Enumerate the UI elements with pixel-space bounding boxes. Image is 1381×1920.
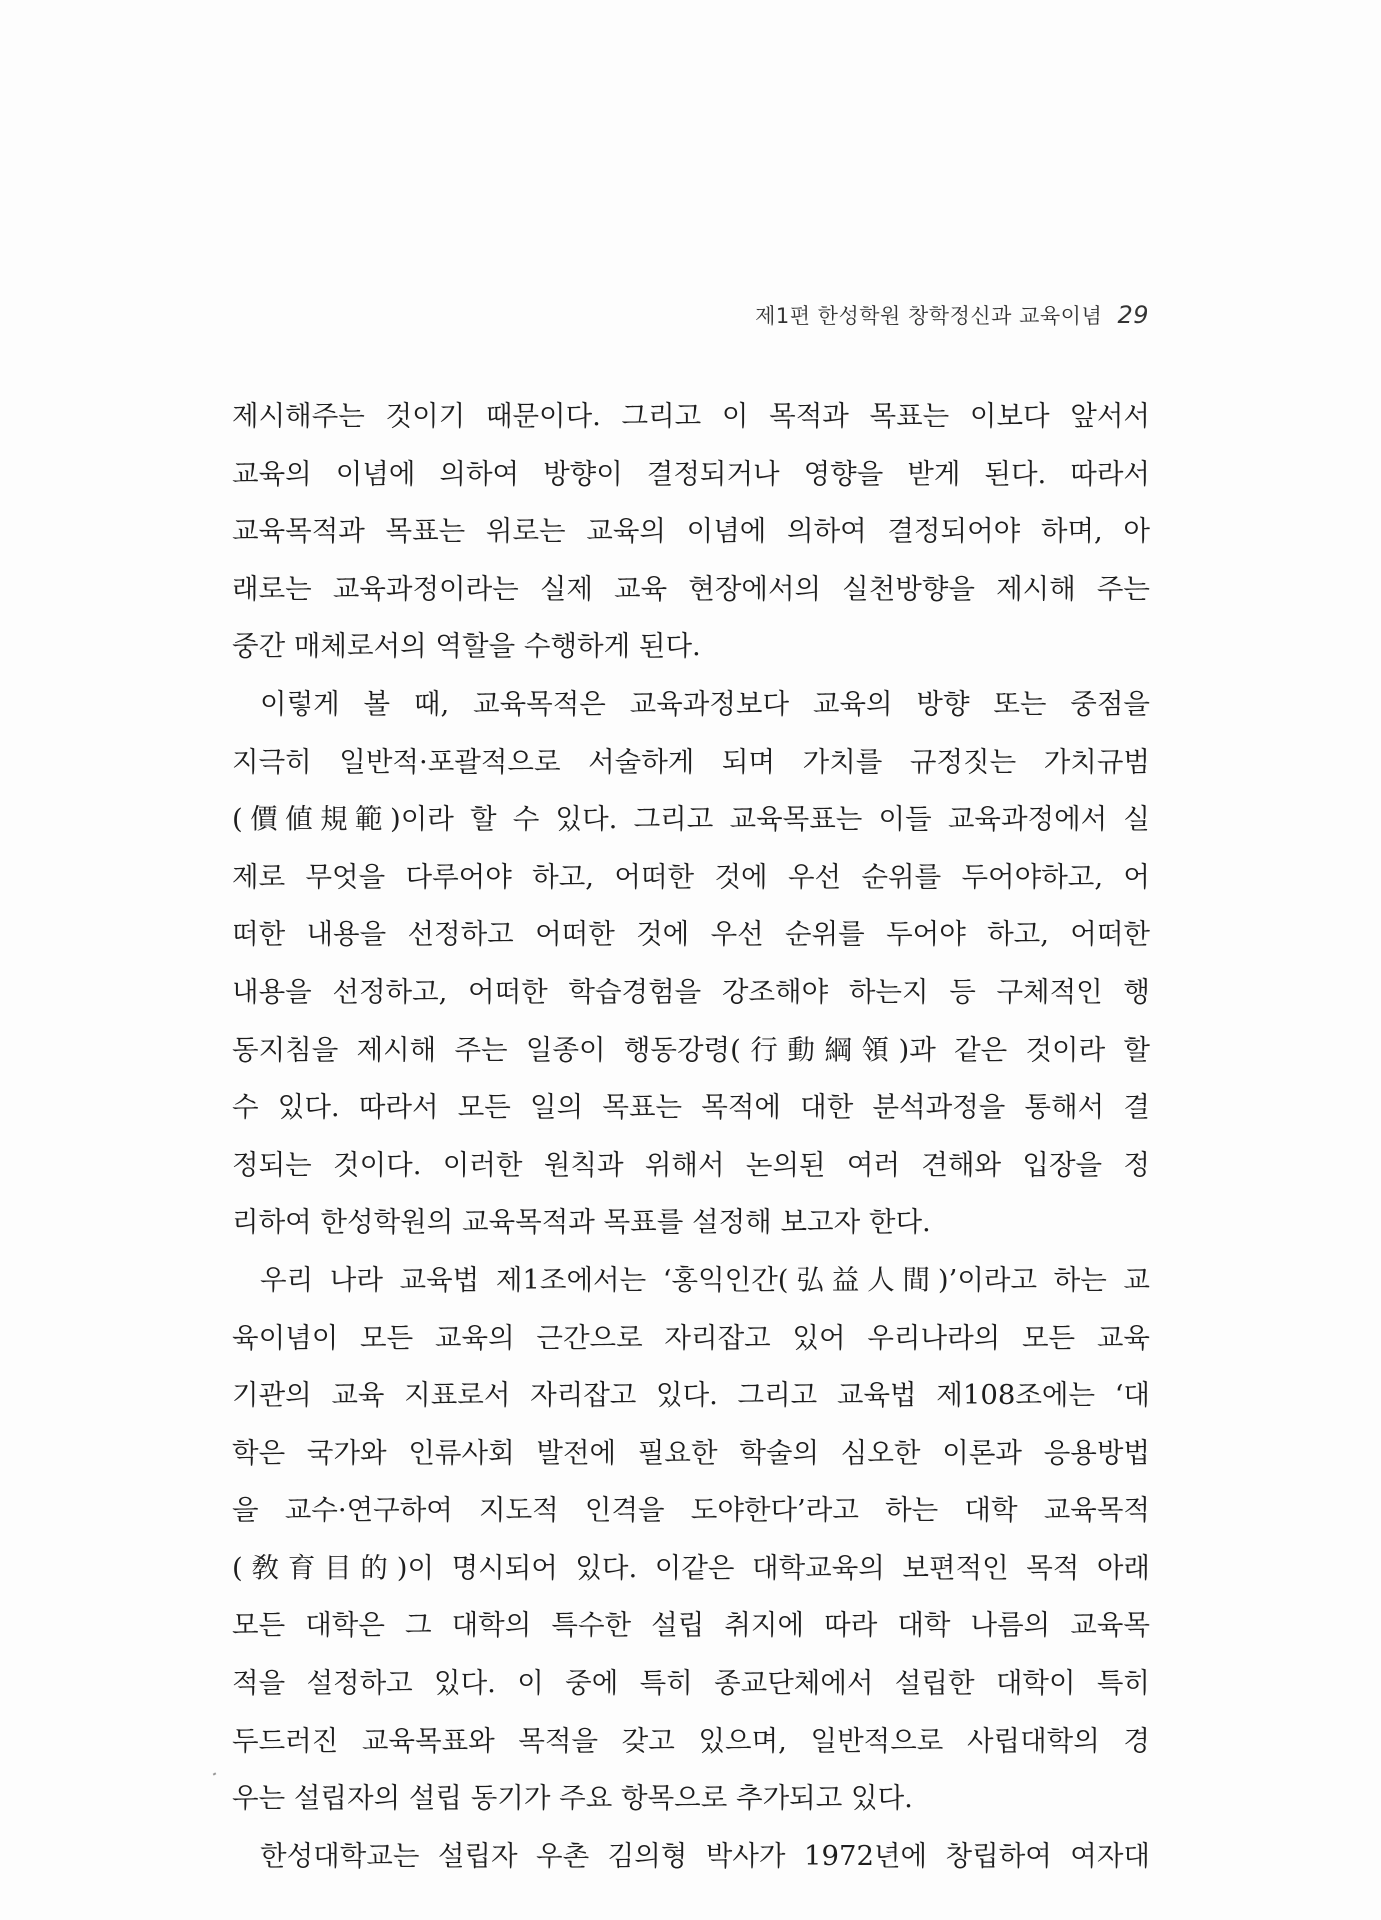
- scan-speck: [213, 1772, 217, 1775]
- body-text: [232, 388, 1150, 1885]
- text-line: 교육의 이념에 의하여 방향이 결정되거나 영향을 받게 된다. 따라서: [232, 457, 1150, 490]
- text-line: 우는 설립자의 설립 동기가 주요 항목으로 추가되고 있다.: [232, 1782, 913, 1815]
- running-header: [755, 300, 1149, 330]
- text-line: 동지침을 제시해 주는 일종이 행동강령(行動綱領)과 같은 것이라 할: [232, 1033, 1150, 1066]
- text-line: 지극히 일반적·포괄적으로 서술하게 되며 가치를 규정짓는 가치규범: [232, 745, 1150, 778]
- text-line: 내용을 선정하고, 어떠한 학습경험을 강조해야 하는지 등 구체적인 행: [232, 975, 1150, 1008]
- text-line: 이렇게 볼 때, 교육목적은 교육과정보다 교육의 방향 또는 중점을: [260, 687, 1150, 720]
- text-line: 기관의 교육 지표로서 자리잡고 있다. 그리고 교육법 제108조에는 ‘대: [232, 1379, 1150, 1412]
- page-number: 29: [1117, 301, 1149, 329]
- text-line: 제시해주는 것이기 때문이다. 그리고 이 목적과 목표는 이보다 앞서서: [232, 400, 1150, 432]
- text-line: 중간 매체로서의 역할을 수행하게 된다.: [232, 630, 701, 663]
- running-title: 제1편 한성학원 창학정신과 교육이념: [755, 304, 1103, 328]
- text-line: 제로 무엇을 다루어야 하고, 어떠한 것에 우선 순위를 두어야하고, 어: [232, 860, 1150, 893]
- text-line: 두드러진 교육목표와 목적을 갖고 있으며, 일반적으로 사립대학의 경: [232, 1724, 1150, 1757]
- text-line: 래로는 교육과정이라는 실제 교육 현장에서의 실천방향을 제시해 주는: [232, 572, 1150, 605]
- text-line: (價値規範)이라 할 수 있다. 그리고 교육목표는 이들 교육과정에서 실: [232, 803, 1150, 836]
- text-line: 수 있다. 따라서 모든 일의 목표는 목적에 대한 분석과정을 통해서 결: [232, 1091, 1150, 1124]
- text-line: 정되는 것이다. 이러한 원칙과 위해서 논의된 여러 견해와 입장을 정: [232, 1148, 1150, 1181]
- text-line: 적을 설정하고 있다. 이 중에 특히 종교단체에서 설립한 대학이 특히: [232, 1667, 1150, 1700]
- text-line: 육이념이 모든 교육의 근간으로 자리잡고 있어 우리나라의 모든 교육: [232, 1321, 1150, 1354]
- text-line: 을 교수·연구하여 지도적 인격을 도야한다’라고 하는 대학 교육목적: [232, 1494, 1150, 1527]
- text-line: 교육목적과 목표는 위로는 교육의 이념에 의하여 결정되어야 하며, 아: [232, 515, 1150, 548]
- text-line: 모든 대학은 그 대학의 특수한 설립 취지에 따라 대학 나름의 교육목: [232, 1609, 1150, 1642]
- text-line: 한성대학교는 설립자 우촌 김의형 박사가 1972년에 창립하여 여자대: [260, 1839, 1150, 1872]
- text-line: 떠한 내용을 선정하고 어떠한 것에 우선 순위를 두어야 하고, 어떠한: [232, 918, 1150, 951]
- text-line: 학은 국가와 인류사회 발전에 필요한 학술의 심오한 이론과 응용방법: [232, 1436, 1150, 1469]
- text-line: 리하여 한성학원의 교육목적과 목표를 설정해 보고자 한다.: [232, 1206, 931, 1239]
- text-line: (敎育目的)이 명시되어 있다. 이같은 대학교육의 보편적인 목적 아래: [232, 1551, 1150, 1584]
- text-line: 우리 나라 교육법 제1조에서는 ‘홍익인간(弘益人間)’이라고 하는 교: [260, 1263, 1150, 1296]
